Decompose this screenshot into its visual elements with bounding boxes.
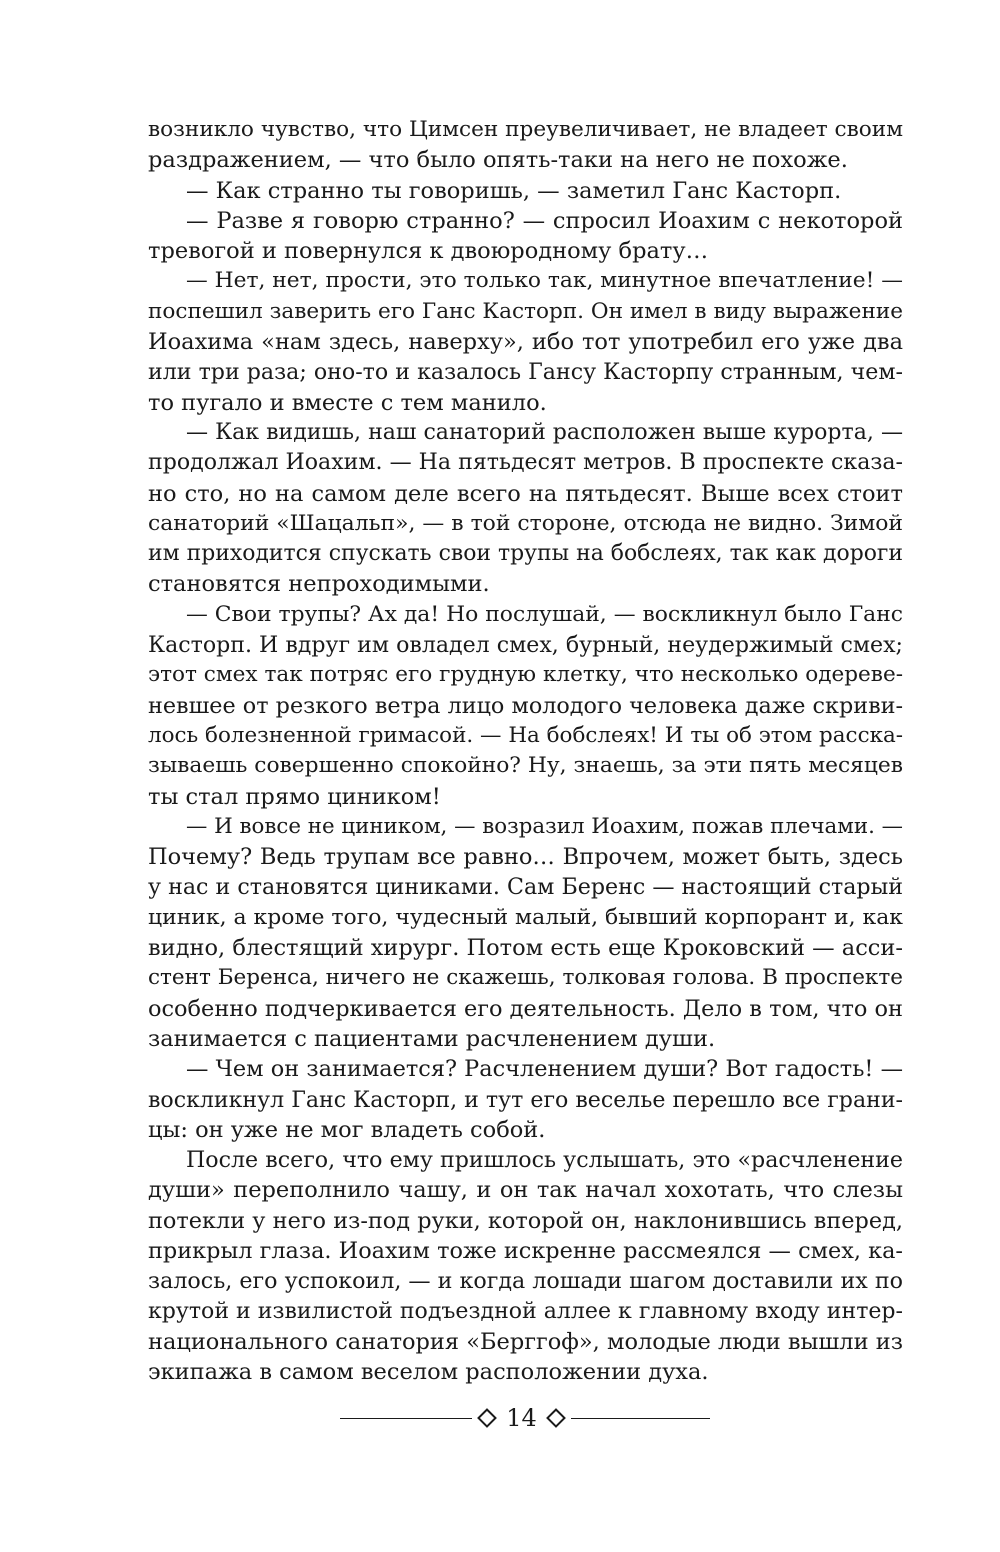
text-line: невшее от резкого ветра лицо молодого человека даже скриви-	[148, 692, 903, 719]
text-line: особенно подчеркивается его деятельность. Дело в том, что он	[148, 995, 903, 1022]
text-line: залось, его успокоил, — и когда лошади шагом доставили их по	[148, 1268, 903, 1295]
text-line: — Разве я говорю странно? — спросил Иоахим с некоторой	[186, 207, 903, 234]
text-line: продолжал Иоахим. — На пятьдесят метров. В проспекте сказа-	[148, 450, 903, 476]
text-line: становятся непроходимыми.	[148, 571, 490, 598]
text-line: стент Беренса, ничего не скажешь, толковая голова. В проспекте	[148, 965, 903, 991]
text-line: занимается с пациентами расчленением души.	[148, 1025, 716, 1052]
text-line: национального санатория «Берггоф», молодые люди вышли из	[148, 1328, 903, 1355]
page-number: 14	[506, 1404, 537, 1432]
text-line: у нас и становятся циниками. Сам Беренс — настоящий старый	[148, 874, 903, 901]
text-line: циник, а кроме того, чудесный малый, бывший корпорант и, как	[148, 904, 903, 930]
text-line: цы: он уже не мог владеть собой.	[148, 1116, 546, 1143]
text-line: Почему? Ведь трупам все равно… Впрочем, может быть, здесь	[148, 844, 903, 871]
text-line: зываешь совершенно спокойно? Ну, знаешь, за эти пять месяцев	[148, 753, 903, 779]
text-line: то пугало и вместе с тем манило.	[148, 389, 547, 416]
text-line: раздражением, — что было опять-таки на него не похоже.	[148, 147, 848, 174]
text-line: — И вовсе не циником, — возразил Иоахим, пожав плечами. —	[186, 813, 903, 839]
footer-rule-right	[571, 1418, 710, 1419]
text-line: но сто, но на самом деле всего на пятьдесят. Выше всех стоит	[148, 480, 903, 507]
text-line: Касторп. И вдруг им овладел смех, бурный, неудержимый смех;	[148, 632, 903, 659]
text-line: ты стал прямо циником!	[148, 783, 441, 810]
text-line: После всего, что ему пришлось услышать, это «расчленение	[186, 1147, 903, 1174]
text-line: — Как видишь, наш санаторий расположен выше курорта, —	[186, 419, 903, 445]
text-line: Иоахима «нам здесь, наверху», ибо тот употребил его уже два	[148, 329, 903, 356]
text-line: — Нет, нет, прости, это только так, минутное впечатление! —	[186, 268, 903, 294]
text-line: поспешил заверить его Ганс Касторп. Он имел в виду выражение	[148, 298, 903, 324]
text-line: санаторий «Шацальп», — в той стороне, отсюда не видно. Зимой	[148, 510, 903, 536]
text-line: экипажа в самом веселом расположении духа.	[148, 1359, 709, 1386]
text-line: им приходится спускать свои трупы на бобслеях, так как дороги	[148, 541, 903, 567]
text-line: этот смех так потряс его грудную клетку, что несколько одереве-	[148, 662, 903, 688]
text-line: воскликнул Ганс Касторп, и тут его веселье перешло все грани-	[148, 1086, 903, 1113]
text-line: — Чем он занимается? Расчленением души? Вот гадость! —	[186, 1056, 903, 1083]
text-line: возникло чувство, что Цимсен преувеличивает, не владеет своим	[148, 117, 903, 142]
text-line: тревогой и повернулся к двоюродному брату…	[148, 238, 709, 265]
text-line: потекли у него из-под руки, которой он, наклонившись вперед,	[148, 1207, 903, 1234]
text-line: или три раза; оно-то и казалось Гансу Касторпу странным, чем-	[148, 359, 903, 386]
text-line: — Свои трупы? Ах да! Но послушай, — воскликнул было Ганс	[186, 601, 903, 627]
text-line: души» переполнило чашу, и он так начал хохотать, что слезы	[148, 1177, 903, 1204]
page-footer	[340, 1400, 710, 1436]
text-line: прикрыл глаза. Иоахим тоже искренне рассмеялся — смех, ка-	[148, 1237, 903, 1264]
text-line: — Как странно ты говоришь, — заметил Ганс Касторп.	[186, 177, 842, 204]
text-line: видно, блестящий хирург. Потом есть еще Кроковский — асси-	[148, 935, 903, 962]
body-text	[148, 115, 903, 1387]
diamond-ornament-icon	[546, 1408, 566, 1428]
footer-rule-left	[340, 1418, 472, 1419]
text-line: крутой и извилистой подъездной аллее к главному входу интер-	[148, 1298, 903, 1324]
diamond-ornament-icon	[477, 1408, 497, 1428]
text-line: лось болезненной гримасой. — На бобслеях! И ты об этом расска-	[148, 722, 903, 748]
